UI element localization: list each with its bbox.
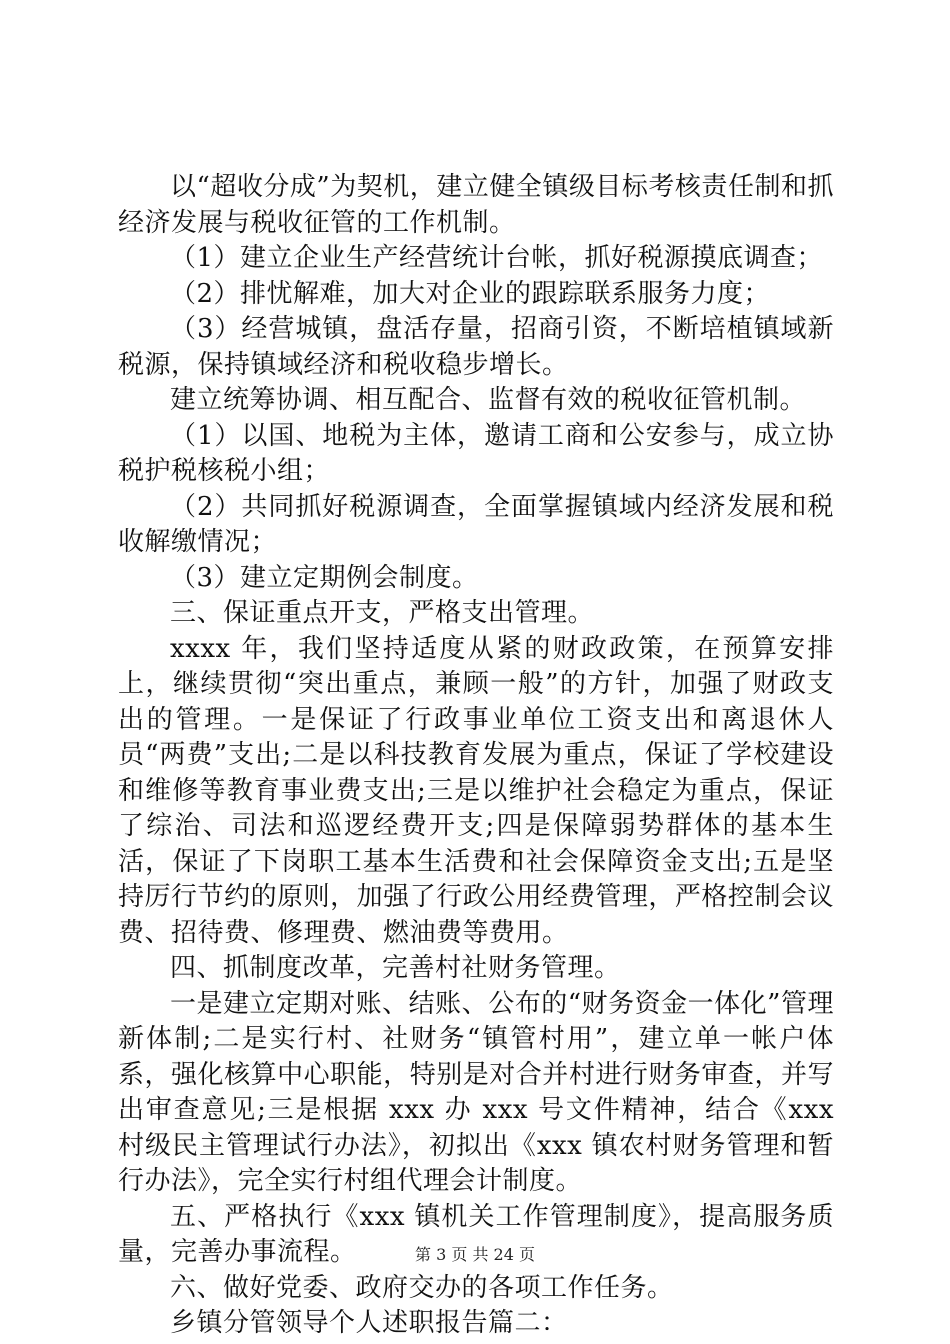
paragraph: （3）建立定期例会制度。 bbox=[170, 562, 479, 593]
paragraph: 一是建立定期对账、结账、公布的“财务资金一体化”管理新体制;二是实行村、社财务“镇管村用”，建立单一帐户体系，强化核算中心职能，特别是对合并村进行财务审查，并写出审查意见;三是根据 xxx 办 xxx 号文件精神，结合《xxx 村级民主管理试行办法》，初拟出《xxx 镇农村财务管理和暂行办法》，完全实行村组代理会计制度。 bbox=[118, 988, 834, 1196]
paragraph: （1）建立企业生产经营统计台帐，抓好税源摸底调查； bbox=[170, 243, 824, 273]
paragraph: （3）经营城镇，盘活存量，招商引资，不断培植镇域新税源，保持镇域经济和税收稳步增长。 bbox=[118, 314, 834, 380]
section-heading: 乡镇分管领导个人述职报告篇二： bbox=[170, 1308, 568, 1338]
section-heading: 五、严格执行《xxx 镇机关工作管理制度》，提高服务质量，完善办事流程。 bbox=[118, 1201, 834, 1267]
paragraph: 建立统筹协调、相互配合、监督有效的税收征管机制。 bbox=[170, 385, 807, 415]
paragraph: （2）排忧解难，加大对企业的跟踪联系服务力度； bbox=[170, 278, 771, 309]
page-footer bbox=[0, 1245, 950, 1265]
paragraph: （1）以国、地税为主体，邀请工商和公安参与，成立协税护税核税小组； bbox=[118, 420, 834, 486]
paragraph: （2）共同抓好税源调查，全面掌握镇域内经济发展和税收解缴情况； bbox=[118, 491, 834, 557]
document-body bbox=[118, 170, 834, 1342]
page-number-label: 第 3 页 共 24 页 bbox=[415, 1245, 535, 1264]
section-heading: 四、抓制度改革，完善村社财务管理。 bbox=[170, 953, 621, 983]
section-heading: 六、做好党委、政府交办的各项工作任务。 bbox=[170, 1272, 674, 1303]
paragraph: 以“超收分成”为契机，建立健全镇级目标考核责任制和抓经济发展与税收征管的工作机制。 bbox=[118, 172, 834, 238]
paragraph: xxxx 年，我们坚持适度从紧的财政政策，在预算安排上，继续贯彻“突出重点，兼顾一般”的方针，加强了财政支出的管理。一是保证了行政事业单位工资支出和离退休人员“两费”支出;二是以科技教育发展为重点，保证了学校建设和维修等教育事业费支出;三是以维护社会稳定为重点，保证了综治、司法和巡逻经费开支;四是保障弱势群体的基本生活，保证了下岗职工基本生活费和社会保障资金支出;五是坚持厉行节约的原则，加强了行政公用经费管理，严格控制会议费、招待费、修理费、燃油费等费用。 bbox=[118, 633, 834, 948]
section-heading: 三、保证重点开支，严格支出管理。 bbox=[170, 598, 595, 628]
